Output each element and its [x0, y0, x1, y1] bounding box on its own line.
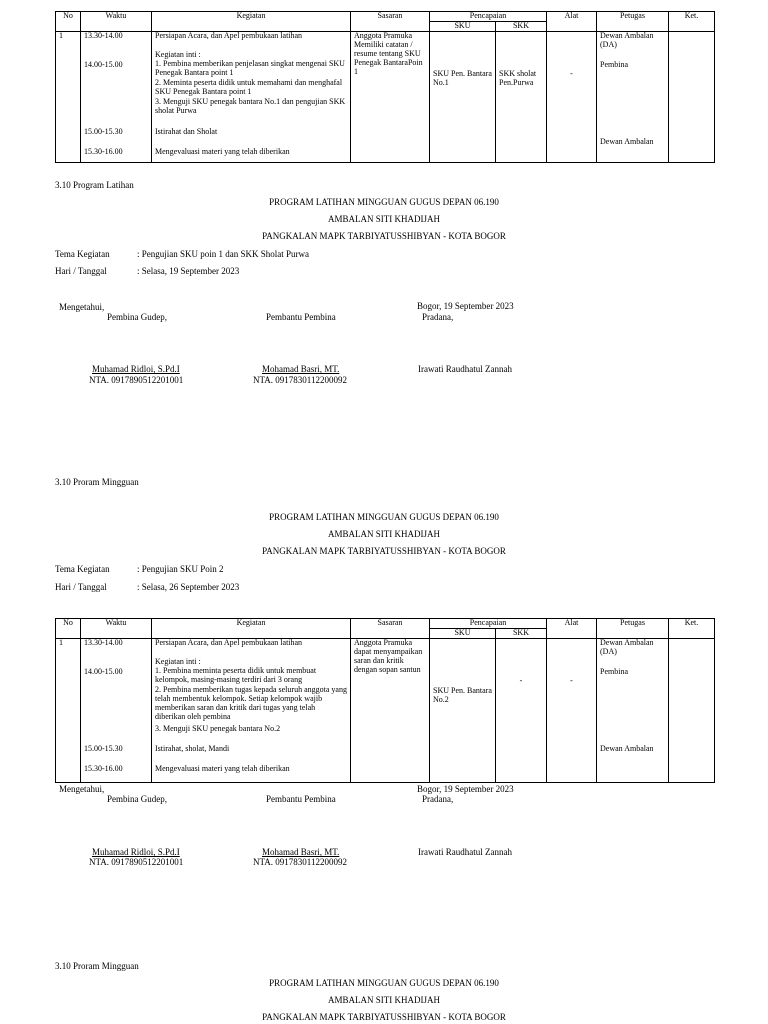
header-waktu: Waktu — [81, 12, 152, 32]
header-alat: Alat — [547, 12, 597, 32]
schedule-table-2 — [55, 618, 715, 783]
program-subtitle: AMBALAN SITI KHADIJAH — [328, 529, 440, 539]
signatory-name: Muhamad Ridloi, S.Pd.I — [92, 847, 180, 857]
role-pradana: Pradana, — [422, 794, 454, 804]
activity-text: 2. Meminta peserta didik untuk memahami dan menghafal SKU Penegak Bantara point 1 — [155, 78, 343, 96]
program-location: PANGKALAN MAPK TARBIYATUSSHIBYAN - KOTA BOGOR — [262, 1012, 506, 1022]
table-row — [56, 639, 715, 783]
hari-label: Hari / Tanggal — [55, 582, 107, 592]
officer-text: Pembina — [600, 60, 628, 69]
header-skk: SKK — [496, 629, 547, 639]
signatory-name: Irawati Raudhatul Zannah — [418, 847, 512, 857]
program-title: PROGRAM LATIHAN MINGGUAN GUGUS DEPAN 06.190 — [269, 197, 499, 207]
header-ket: Ket. — [669, 619, 715, 639]
signatory-name: Irawati Raudhatul Zannah — [418, 364, 512, 374]
sku-text: SKU Pen. Bantara No.2 — [430, 639, 496, 783]
skk-text: SKK sholat Pen.Purwa — [496, 32, 547, 163]
header-petugas: Petugas — [597, 12, 669, 32]
target-text: Anggota Pramuka dapat menyampaikan saran dan kritik dengan sopan santun — [351, 639, 430, 783]
header-sasaran: Sasaran — [351, 12, 430, 32]
activity-text: Istirahat dan Sholat — [155, 127, 218, 136]
place-date: Bogor, 19 September 2023 — [417, 784, 514, 794]
program-subtitle: AMBALAN SITI KHADIJAH — [328, 214, 440, 224]
officer-text: Pembina — [600, 667, 628, 676]
officer-text: Dewan Ambalan (DA) — [600, 638, 654, 656]
header-sasaran: Sasaran — [351, 619, 430, 639]
notes-cell — [669, 639, 715, 783]
officer-text: Dewan Ambalan (DA) — [600, 31, 654, 49]
time-slot: 15.30-16.00 — [84, 764, 123, 773]
activity-text: Mengevaluasi materi yang telah diberikan — [155, 764, 290, 773]
time-slot: 15.00-15.30 — [84, 744, 123, 753]
skk-text: - — [496, 639, 547, 783]
tools-text: - — [547, 639, 597, 783]
signatory-name: Mohamad Basri, MT. — [262, 847, 340, 857]
activity-text: Mengevaluasi materi yang telah diberikan — [155, 147, 290, 156]
program-location: PANGKALAN MAPK TARBIYATUSSHIBYAN - KOTA BOGOR — [262, 231, 506, 241]
mengetahui-label: Mengetahui, — [59, 302, 105, 312]
hari-label: Hari / Tanggal — [55, 266, 107, 276]
time-slot: 13.30-14.00 — [84, 638, 123, 647]
table-row — [56, 32, 715, 163]
header-no: No — [56, 12, 81, 32]
row-number: 1 — [56, 639, 81, 783]
time-slot: 14.00-15.00 — [84, 60, 123, 69]
activity-text: Kegiatan inti : — [155, 657, 201, 666]
role-pembantu-pembina: Pembantu Pembina — [266, 312, 336, 322]
section-heading: 3.10 Program Latihan — [55, 180, 134, 190]
schedule-table-1 — [55, 11, 715, 163]
header-skk: SKK — [496, 22, 547, 32]
header-sku: SKU — [430, 629, 496, 639]
hari-value: : Selasa, 26 September 2023 — [137, 582, 240, 592]
signatory-nta: NTA. 0917830112200092 — [253, 857, 347, 867]
role-pembina-gudep: Pembina Gudep, — [107, 312, 167, 322]
program-subtitle: AMBALAN SITI KHADIJAH — [328, 995, 440, 1005]
tema-value: : Pengujian SKU Poin 2 — [137, 564, 224, 574]
sku-text: SKU Pen. Bantara No.1 — [430, 32, 496, 163]
time-slot: 13.30-14.00 — [84, 31, 123, 40]
role-pembina-gudep: Pembina Gudep, — [107, 794, 167, 804]
activity-text: 2. Pembina memberikan tugas kepada seluruh anggota yang telah membentuk kelompok. Setiap kelompok wajib memberikan saran dan kritik dari tugas yang telah diberikan oleh pembina — [155, 685, 347, 721]
header-kegiatan: Kegiatan — [152, 619, 351, 639]
signatory-nta: NTA. 0917890512201001 — [89, 857, 184, 867]
signatory-nta: NTA. 0917830112200092 — [253, 375, 347, 385]
tema-value: : Pengujian SKU poin 1 dan SKK Sholat Purwa — [137, 249, 309, 259]
officer-text: Dewan Ambalan — [600, 137, 654, 146]
activity-text: 1. Pembina meminta peserta didik untuk membuat kelompok, masing-masing terdiri dari 3 orang — [155, 666, 317, 684]
signatory-name: Muhamad Ridloi, S.Pd.I — [92, 364, 180, 374]
target-text: Anggota Pramuka Memiliki catatan / resume tentang SKU Penegak BantaraPoin 1 — [351, 32, 430, 163]
time-slot: 14.00-15.00 — [84, 667, 123, 676]
section-heading: 3.10 Proram Mingguan — [55, 477, 139, 487]
activity-text: Persiapan Acara, dan Apel pembukaan latihan — [155, 31, 303, 40]
header-no: No — [56, 619, 81, 639]
signatory-nta: NTA. 0917890512201001 — [89, 375, 184, 385]
role-pradana: Pradana, — [422, 312, 454, 322]
officer-text: Dewan Ambalan — [600, 744, 654, 753]
place-date: Bogor, 19 September 2023 — [417, 301, 514, 311]
program-location: PANGKALAN MAPK TARBIYATUSSHIBYAN - KOTA BOGOR — [262, 546, 506, 556]
header-alat: Alat — [547, 619, 597, 639]
header-petugas: Petugas — [597, 619, 669, 639]
row-number: 1 — [56, 32, 81, 163]
program-title: PROGRAM LATIHAN MINGGUAN GUGUS DEPAN 06.190 — [269, 512, 499, 522]
role-pembantu-pembina: Pembantu Pembina — [266, 794, 336, 804]
activity-text: 3. Menguji SKU penegak bantara No.1 dan pengujian SKK sholat Purwa — [155, 97, 346, 115]
header-ket: Ket. — [669, 12, 715, 32]
activity-text: Istirahat, sholat, Mandi — [155, 744, 230, 753]
header-kegiatan: Kegiatan — [152, 12, 351, 32]
activity-text: 3. Menguji SKU penegak bantara No.2 — [155, 724, 281, 733]
section-heading: 3.10 Proram Mingguan — [55, 961, 139, 971]
time-slot: 15.30-16.00 — [84, 147, 123, 156]
tools-text: - — [547, 32, 597, 163]
signatory-name: Mohamad Basri, MT. — [262, 364, 340, 374]
hari-value: : Selasa, 19 September 2023 — [137, 266, 240, 276]
time-slot: 15.00-15.30 — [84, 127, 123, 136]
activity-text: 1. Pembina memberikan penjelasan singkat mengenai SKU Penegak Bantara point 1 — [155, 59, 345, 77]
activity-text: Kegiatan inti : — [155, 50, 201, 59]
tema-label: Tema Kegiatan — [55, 249, 110, 259]
activity-text: Persiapan Acara, dan Apel pembukaan latihan — [155, 638, 303, 647]
mengetahui-label: Mengetahui, — [59, 784, 105, 794]
program-title: PROGRAM LATIHAN MINGGUAN GUGUS DEPAN 06.190 — [269, 978, 499, 988]
header-pencapaian: Pencapaian — [430, 619, 547, 629]
notes-cell — [669, 32, 715, 163]
header-waktu: Waktu — [81, 619, 152, 639]
tema-label: Tema Kegiatan — [55, 564, 110, 574]
header-pencapaian: Pencapaian — [430, 12, 547, 22]
header-sku: SKU — [430, 22, 496, 32]
